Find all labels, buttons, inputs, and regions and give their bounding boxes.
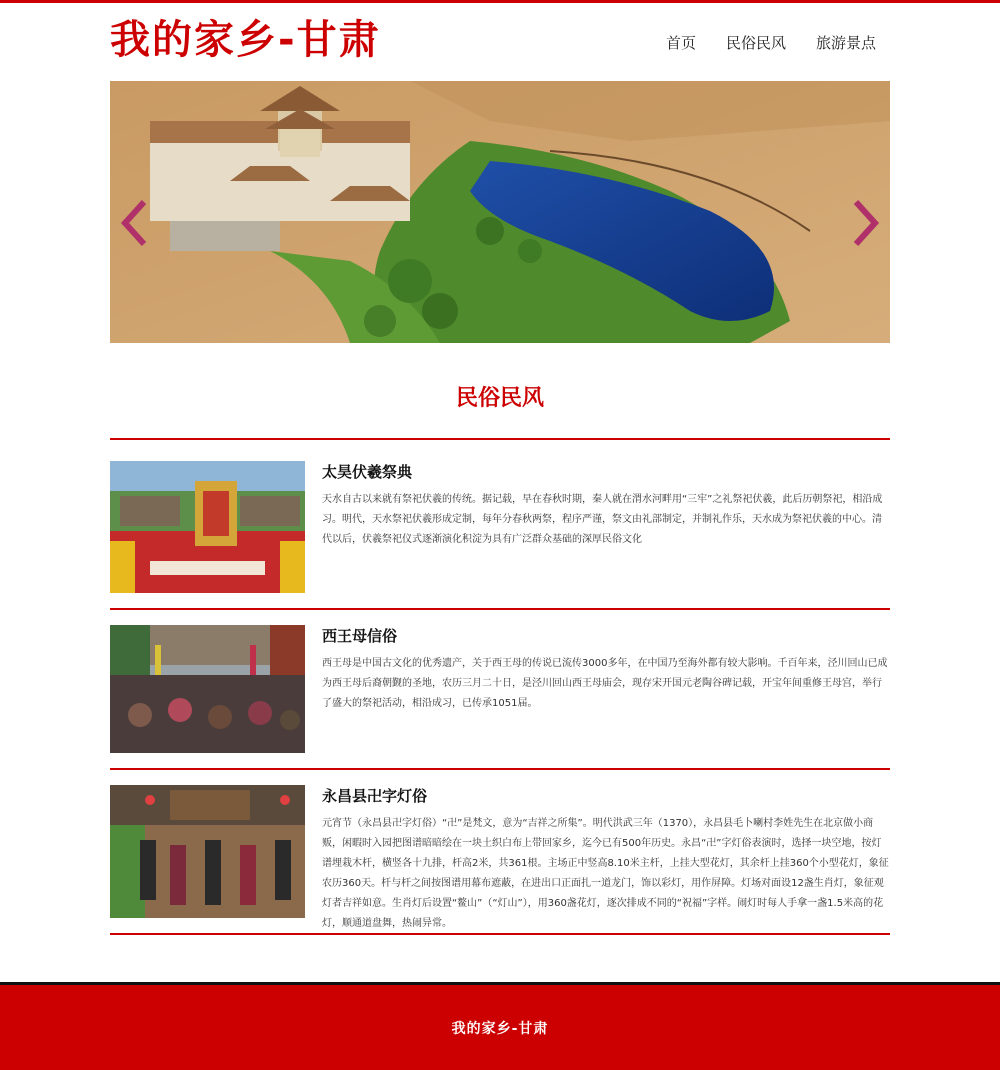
nav-folk-customs[interactable]: 民俗民风 — [725, 34, 786, 52]
item-title[interactable]: 西王母信俗 — [322, 627, 398, 645]
item-divider — [110, 768, 890, 770]
list-item — [110, 785, 890, 929]
item-title[interactable]: 太昊伏羲祭典 — [322, 463, 413, 481]
banner-image — [110, 81, 890, 343]
item-divider — [110, 608, 890, 610]
chevron-left-icon — [120, 199, 148, 247]
item-thumbnail[interactable] — [110, 461, 305, 593]
prev-slide-button[interactable] — [120, 199, 148, 247]
fuxi-ceremony-photo — [110, 461, 305, 593]
item-description: 天水自古以来就有祭祀伏羲的传统。据记载，早在春秋时期，秦人就在渭水河畔用“三牢”之礼祭祀伏羲，此后历朝祭祀，相沿成习。明代，天水祭祀伏羲形成定制，每年分春秋两祭，程序严谨，祭文由礼部制定，并制礼作乐，天水成为祭祀伏羲的中心。清代以后，伏羲祭祀仪式逐渐演化积淀为具有广泛群众基础的深厚民俗文化 — [322, 494, 883, 545]
site-footer — [0, 982, 1000, 1070]
section-title: 民俗民风 — [455, 386, 544, 411]
site-header — [110, 3, 890, 79]
item-divider — [110, 933, 890, 935]
item-thumbnail[interactable] — [110, 785, 305, 918]
banner-slideshow — [110, 81, 890, 343]
item-description: 西王母是中国古文化的优秀遗产，关于西王母的传说已流传3000多年，在中国乃至海外都有较大影响。千百年来，泾川回山已成为西王母后裔朝觐的圣地，农历三月二十日，是泾川回山西王母庙会，现存宋开国元老陶谷碑记载，开宝年间重修王母宫，举行了盛大的祭祀活动，相沿成习，已传承1051届。 — [322, 658, 888, 709]
list-item — [110, 461, 890, 593]
list-item — [110, 625, 890, 753]
footer-text: 我的家乡-甘肃 — [451, 1021, 549, 1037]
nav-scenic-spots[interactable]: 旅游景点 — [815, 34, 876, 52]
item-title[interactable]: 永昌县卍字灯俗 — [322, 787, 428, 805]
item-description: 元宵节（永昌县卍字灯俗）“卍”是梵文，意为“吉祥之所集”。明代洪武三年（1370），永昌县毛卜喇村李姓先生在北京做小商贩，闲暇时入园把图谱暗暗绘在一块土织白布上带回家乡，迄今已有500年历史。永昌“卍”字灯俗表演时，选择一块空地，按灯谱埋栽木杆，横竖各十九排，杆高2米，共361根。主场正中竖高8.10米主杆，上挂大型花灯，其余杆上挂360个小型花灯，象征农历360天。杆与杆之间按图谱用幕布遮蔽，在进出口正面扎一道龙门，饰以彩灯，用作屏障。灯场对面设12盏生肖灯，象征观灯者吉祥如意。生肖灯后设置“鳌山”（“灯山”），用360盏花灯，逐次排成不同的“祝福”字样。闹灯时每人手拿一盏1.5米高的花灯，顺通道盘舞，热闹异常。 — [322, 818, 889, 929]
main-nav — [636, 33, 876, 53]
chevron-right-icon — [852, 199, 880, 247]
xiwangmu-temple-fair-photo — [110, 625, 305, 753]
item-thumbnail[interactable] — [110, 625, 305, 753]
wanzi-lantern-dance-photo — [110, 785, 305, 918]
nav-home[interactable]: 首页 — [665, 34, 696, 52]
next-slide-button[interactable] — [852, 199, 880, 247]
site-logo[interactable]: 我的家乡-甘肃 — [110, 17, 381, 63]
section-divider — [110, 438, 890, 440]
